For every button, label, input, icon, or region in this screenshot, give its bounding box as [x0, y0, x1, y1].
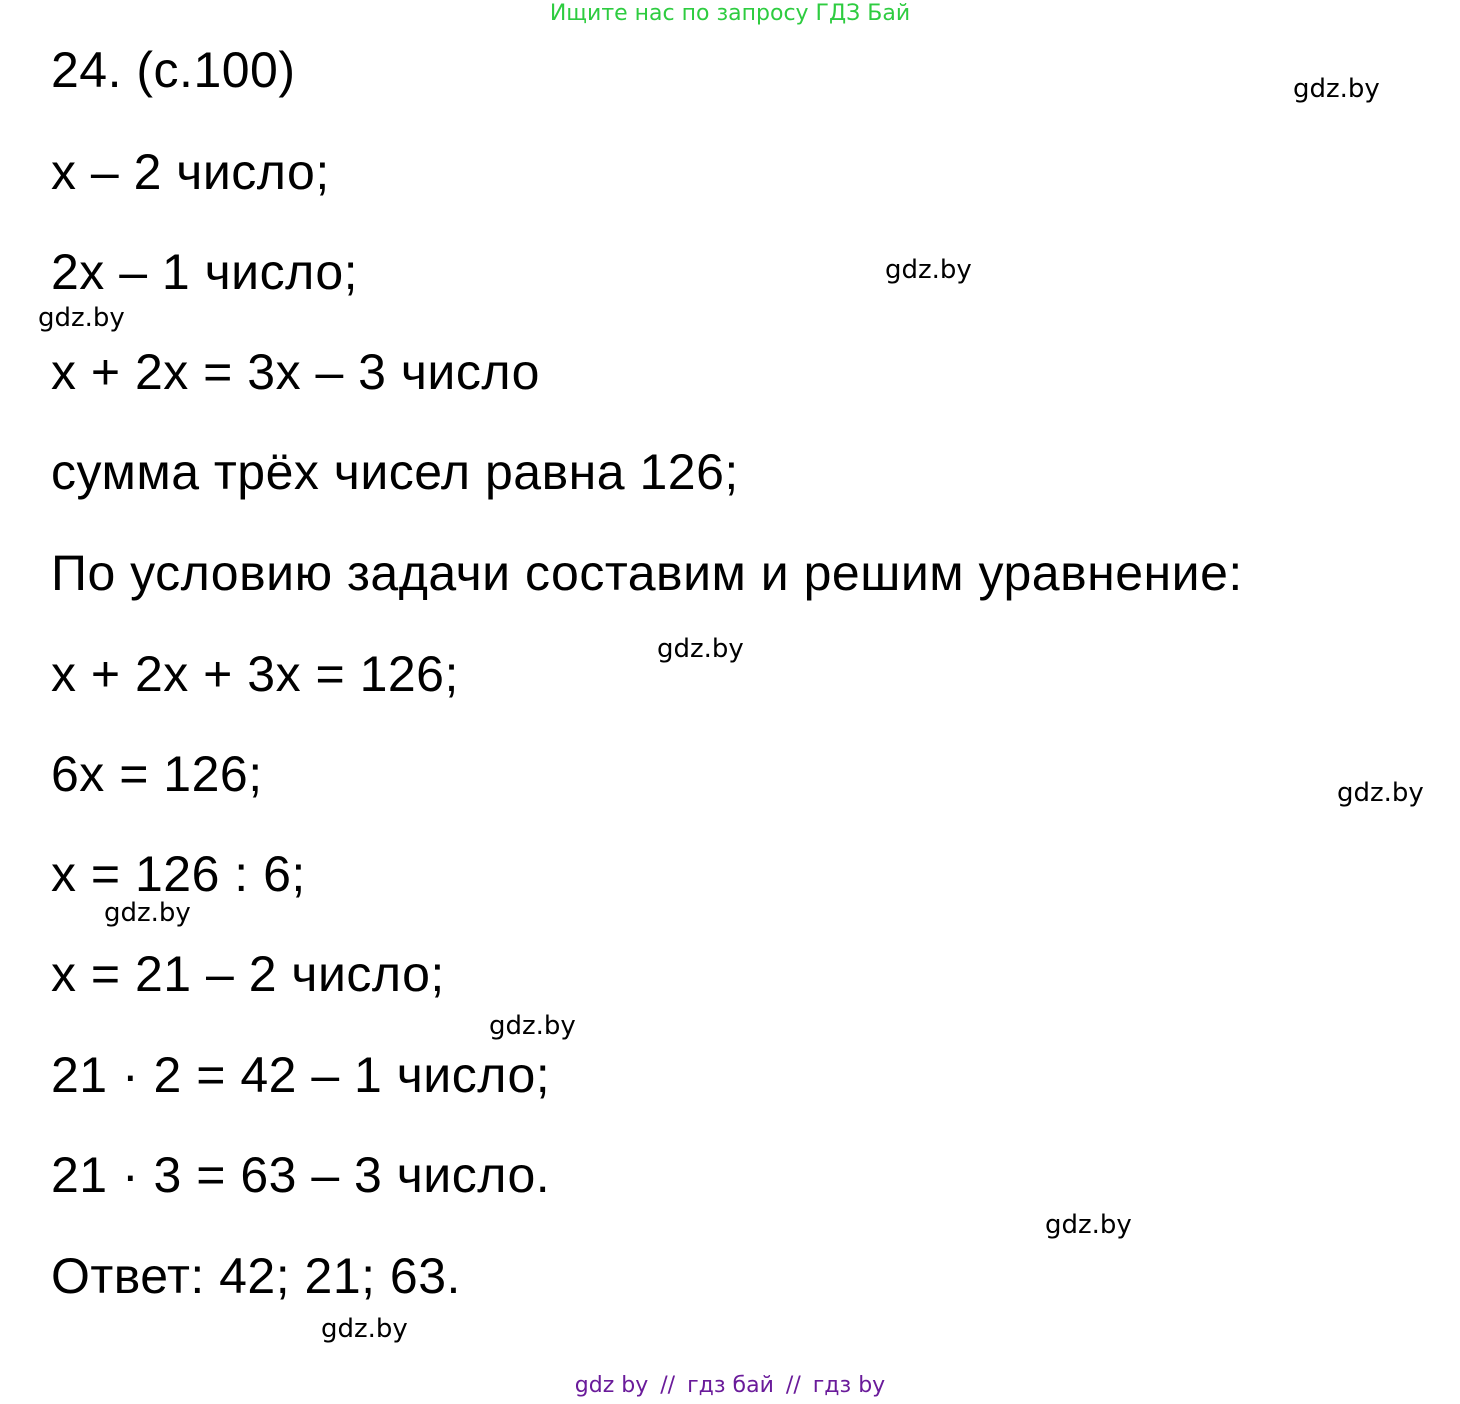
watermark: gdz.by [1337, 778, 1424, 808]
answer-line: Ответ: 42; 21; 63. [51, 1248, 461, 1304]
watermark: gdz.by [38, 303, 125, 333]
solution-line: x – 2 число; [51, 144, 330, 200]
solution-line: сумма трёх чисел равна 126; [51, 444, 739, 500]
equation-line: 21 · 2 = 42 – 1 число; [51, 1047, 551, 1103]
equation-line: 6x = 126; [51, 746, 263, 802]
watermark: gdz.by [885, 255, 972, 285]
equation-line: 21 · 3 = 63 – 3 число. [51, 1147, 551, 1203]
solution-line: 2x – 1 число; [51, 244, 359, 300]
watermark: gdz.by [1045, 1210, 1132, 1240]
equation-line: x + 2x + 3x = 126; [51, 646, 459, 702]
watermark: gdz.by [657, 634, 744, 664]
footer-link-gdz-bai[interactable]: гдз бай [687, 1373, 774, 1398]
footer-link-gdz-by[interactable]: gdz by [574, 1373, 649, 1398]
watermark: gdz.by [104, 898, 191, 928]
watermark: gdz.by [1293, 74, 1380, 104]
footer-links [0, 1372, 1460, 1400]
watermark: gdz.by [489, 1011, 576, 1041]
equation-line: x = 21 – 2 число; [51, 946, 445, 1002]
solution-line: По условию задачи составим и решим уравнение: [51, 545, 1243, 601]
footer-separator: // [785, 1373, 801, 1398]
solution-line: x + 2x = 3x – 3 число [51, 344, 540, 400]
footer-link-gdz-by-cyr[interactable]: гдз by [812, 1373, 886, 1398]
equation-line: x = 126 : 6; [51, 846, 306, 902]
top-banner-link[interactable]: Ищите нас по запросу ГДЗ Бай [549, 1, 911, 26]
task-heading: 24. (с.100) [51, 42, 296, 98]
watermark: gdz.by [321, 1314, 408, 1344]
footer-separator: // [660, 1373, 676, 1398]
